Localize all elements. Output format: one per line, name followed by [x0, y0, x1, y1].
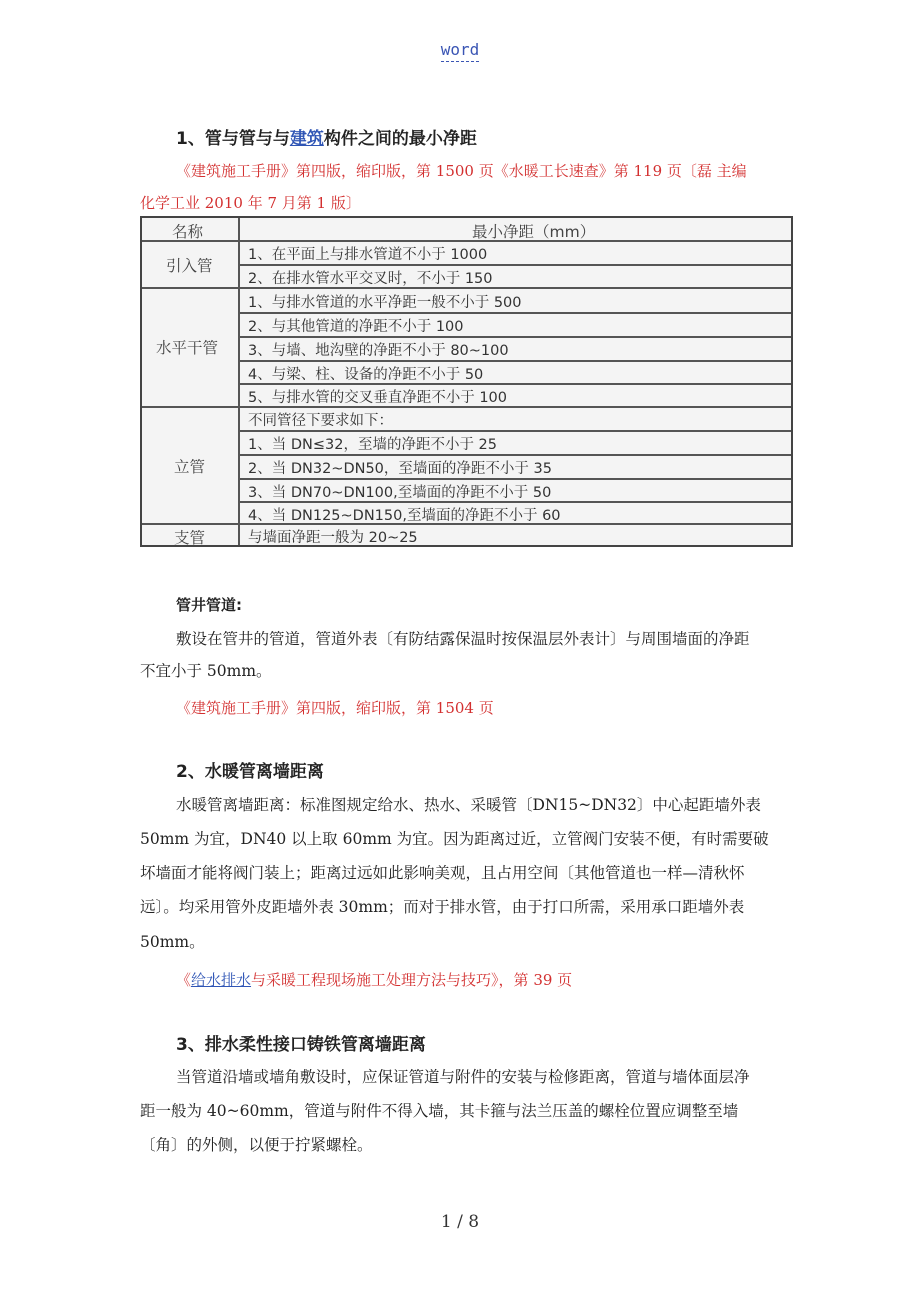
table-row: 2、与其他管道的净距不小于 100	[248, 319, 464, 335]
page-header	[0, 40, 920, 59]
group-name-riser: 立管	[174, 458, 206, 476]
table-divider	[238, 218, 240, 545]
table-rule	[239, 360, 791, 362]
table-row: 2、在排水管水平交叉时，不小于 150	[248, 271, 493, 287]
group-name-horizontal: 水平干管	[156, 339, 219, 357]
clearance-table	[140, 216, 793, 547]
table-row: 5、与排水管的交叉垂直净距不小于 100	[248, 390, 508, 406]
section3-line: 〔角〕的外侧，以便于拧紧螺栓。	[140, 1136, 373, 1154]
section2-ref-prefix: 《	[176, 971, 192, 989]
section2-line: 50mm 为宜，DN40 以上取 60mm 为宜。因为距离过近，立管阀门安装不便，有时需要破	[140, 830, 769, 848]
table-header-distance: 最小净距（mm）	[472, 223, 596, 241]
header-word-link[interactable]: word	[441, 40, 480, 62]
table-rule	[239, 454, 791, 456]
section2-ref-link[interactable]: 给水排水	[191, 971, 252, 989]
table-rule	[239, 478, 791, 480]
table-rule	[239, 336, 791, 338]
table-rule	[142, 240, 791, 242]
group-name-intake: 引入管	[166, 257, 213, 275]
section2-line: 50mm。	[140, 933, 205, 951]
group-name-branch: 支管	[174, 529, 206, 547]
shaft-para-line2: 不宜小于 50mm。	[140, 662, 272, 680]
section2-ref-mid: 与采暖工程现场施工处理方法与技巧	[251, 971, 492, 989]
table-row: 1、在平面上与排水管道不小于 1000	[248, 247, 488, 263]
table-row: 1、当 DN≤32，至墙的净距不小于 25	[248, 437, 498, 453]
section1-heading-prefix: 1、管与管与与	[176, 129, 290, 149]
table-header-name: 名称	[172, 223, 204, 241]
table-rule	[239, 430, 791, 432]
section3-heading: 3、排水柔性接口铸铁管离墙距离	[176, 1035, 426, 1055]
table-rule	[239, 264, 791, 266]
section2-line: 水暖管离墙距离：标准图规定给水、热水、采暖管〔DN15~DN32〕中心起距墙外表	[176, 796, 761, 814]
table-row: 不同管径下要求如下：	[248, 413, 393, 429]
table-row: 2、当 DN32~DN50，至墙面的净距不小于 35	[248, 461, 552, 477]
section3-line: 当管道沿墙或墙角敷设时，应保证管道与附件的安装与检修距离，管道与墙体面层净	[176, 1068, 750, 1086]
section2-line: 远〕。均采用管外皮距墙外表 30mm；而对于排水管，由于打口所需，采用承口距墙外表	[140, 898, 745, 916]
table-row: 1、与排水管道的水平净距一般不小于 500	[248, 295, 522, 311]
shaft-ref: 《建筑施工手册》第四版，缩印版，第 1504 页	[176, 699, 494, 717]
section2-ref-suffix: 》，第 39 页	[491, 971, 573, 989]
table-row: 3、当 DN70~DN100,至墙面的净距不小于 50	[248, 485, 552, 501]
section2-line: 坏墙面才能将阀门装上；距离过远如此影响美观，且占用空间〔其他管道也一样—清秋怀	[140, 864, 745, 882]
shaft-label: 管井管道:	[176, 596, 242, 614]
table-row: 与墙面净距一般为 20~25	[248, 530, 418, 546]
section1-ref-line1: 《建筑施工手册》第四版，缩印版，第 1500 页《水暖工长速查》第 119 页〔磊 主编	[176, 162, 747, 180]
section2-ref	[176, 969, 572, 990]
table-row: 4、与梁、柱、设备的净距不小于 50	[248, 367, 484, 383]
shaft-para-line1: 敷设在管井的管道，管道外表〔有防结露保温时按保温层外表计〕与周围墙面的净距	[176, 630, 750, 648]
section1-heading-suffix: 构件之间的最小净距	[323, 129, 477, 149]
section1-ref-line2: 化学工业 2010 年 7 月第 1 版〕	[140, 194, 361, 212]
section1-heading-link[interactable]: 建筑	[289, 129, 324, 149]
table-row: 4、当 DN125~DN150,至墙面的净距不小于 60	[248, 508, 561, 524]
table-row: 3、与墙、地沟壁的净距不小于 80~100	[248, 343, 509, 359]
section1-heading	[176, 124, 477, 149]
section3-line: 距一般为 40~60mm，管道与附件不得入墙，其卡箍与法兰压盖的螺栓位置应调整至墙	[140, 1102, 739, 1120]
section2-heading: 2、水暖管离墙距离	[176, 762, 324, 782]
page-number: 1 / 8	[440, 1212, 480, 1232]
table-rule	[239, 312, 791, 314]
